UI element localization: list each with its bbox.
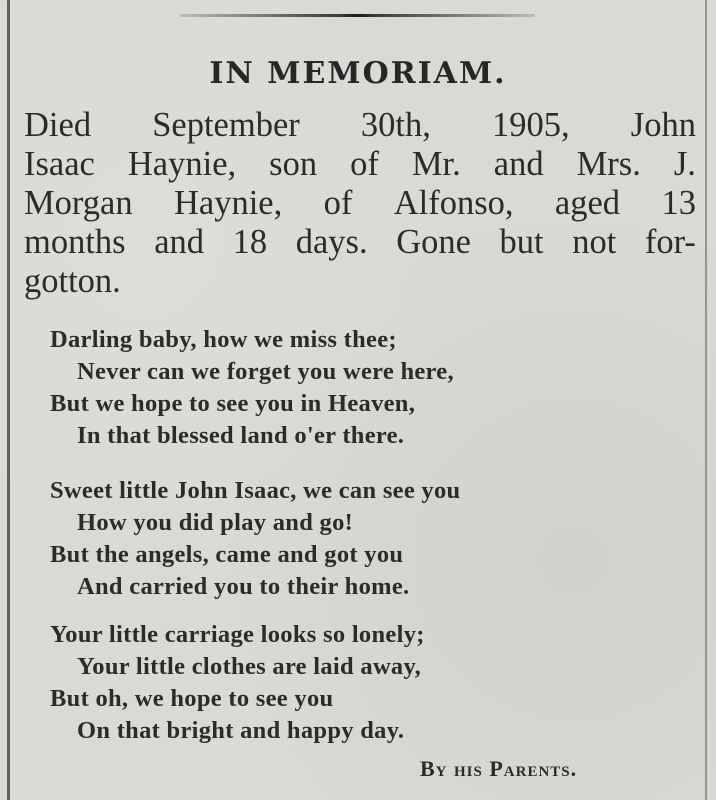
paragraph-line-2 bbox=[24, 145, 696, 184]
poem-stanza-1 bbox=[50, 324, 700, 452]
word: Isaac bbox=[24, 145, 95, 183]
word: Haynie, bbox=[173, 184, 283, 222]
verse-line: But oh, we hope to see you bbox=[50, 685, 334, 712]
word: not bbox=[572, 223, 617, 261]
word: Gone bbox=[396, 223, 471, 261]
word: Died bbox=[24, 106, 92, 144]
verse-line: Never can we forget you were here, bbox=[77, 358, 454, 385]
word: September bbox=[152, 106, 300, 144]
word: and bbox=[493, 145, 544, 183]
verse-line: But the angels, came and got you bbox=[50, 541, 404, 568]
word: 18 bbox=[232, 223, 268, 261]
verse-line: Your little clothes are laid away, bbox=[77, 653, 422, 680]
verse-line: Darling baby, how we miss thee; bbox=[50, 326, 397, 353]
word: months bbox=[24, 223, 126, 261]
word: and bbox=[154, 223, 205, 261]
paragraph-line-5 bbox=[24, 262, 696, 301]
verse-line: How you did play and go! bbox=[77, 509, 354, 536]
signature-line: By his Parents. bbox=[420, 756, 578, 781]
obituary-heading: IN MEMORIAM. bbox=[209, 56, 507, 91]
word: days. bbox=[295, 223, 368, 261]
word: 30th, bbox=[360, 106, 431, 144]
paragraph-line-4 bbox=[24, 223, 696, 262]
word: Mrs. bbox=[576, 145, 641, 183]
word: of bbox=[323, 184, 353, 222]
obituary-paragraph bbox=[24, 106, 696, 301]
word: son bbox=[269, 145, 318, 183]
word: 1905, bbox=[492, 106, 570, 144]
right-column-rule bbox=[705, 0, 707, 800]
word: for- bbox=[644, 223, 696, 261]
poem-stanza-3 bbox=[50, 619, 700, 747]
verse-line: But we hope to see you in Heaven, bbox=[50, 390, 416, 417]
word: Haynie, bbox=[127, 145, 237, 183]
word: of bbox=[350, 145, 379, 183]
word: Mr. bbox=[411, 145, 461, 183]
word: but bbox=[499, 223, 544, 261]
word: 13 bbox=[661, 184, 696, 222]
word: gotton. bbox=[24, 262, 121, 300]
word: Morgan bbox=[24, 184, 133, 222]
word: Alfonso, bbox=[393, 184, 514, 222]
left-column-rule bbox=[7, 0, 10, 800]
word: John bbox=[630, 106, 696, 144]
verse-line: On that bright and happy day. bbox=[77, 717, 405, 744]
word: J. bbox=[673, 145, 696, 183]
verse-line: Your little carriage looks so lonely; bbox=[50, 621, 425, 648]
word: aged bbox=[554, 184, 621, 222]
poem-stanza-2 bbox=[50, 475, 700, 603]
paragraph-line-3 bbox=[24, 184, 696, 223]
verse-line: Sweet little John Isaac, we can see you bbox=[50, 477, 461, 504]
top-divider-rule bbox=[180, 14, 535, 17]
verse-line: In that blessed land o'er there. bbox=[77, 422, 405, 449]
paragraph-line-1 bbox=[24, 106, 696, 145]
verse-line: And carried you to their home. bbox=[77, 573, 410, 600]
